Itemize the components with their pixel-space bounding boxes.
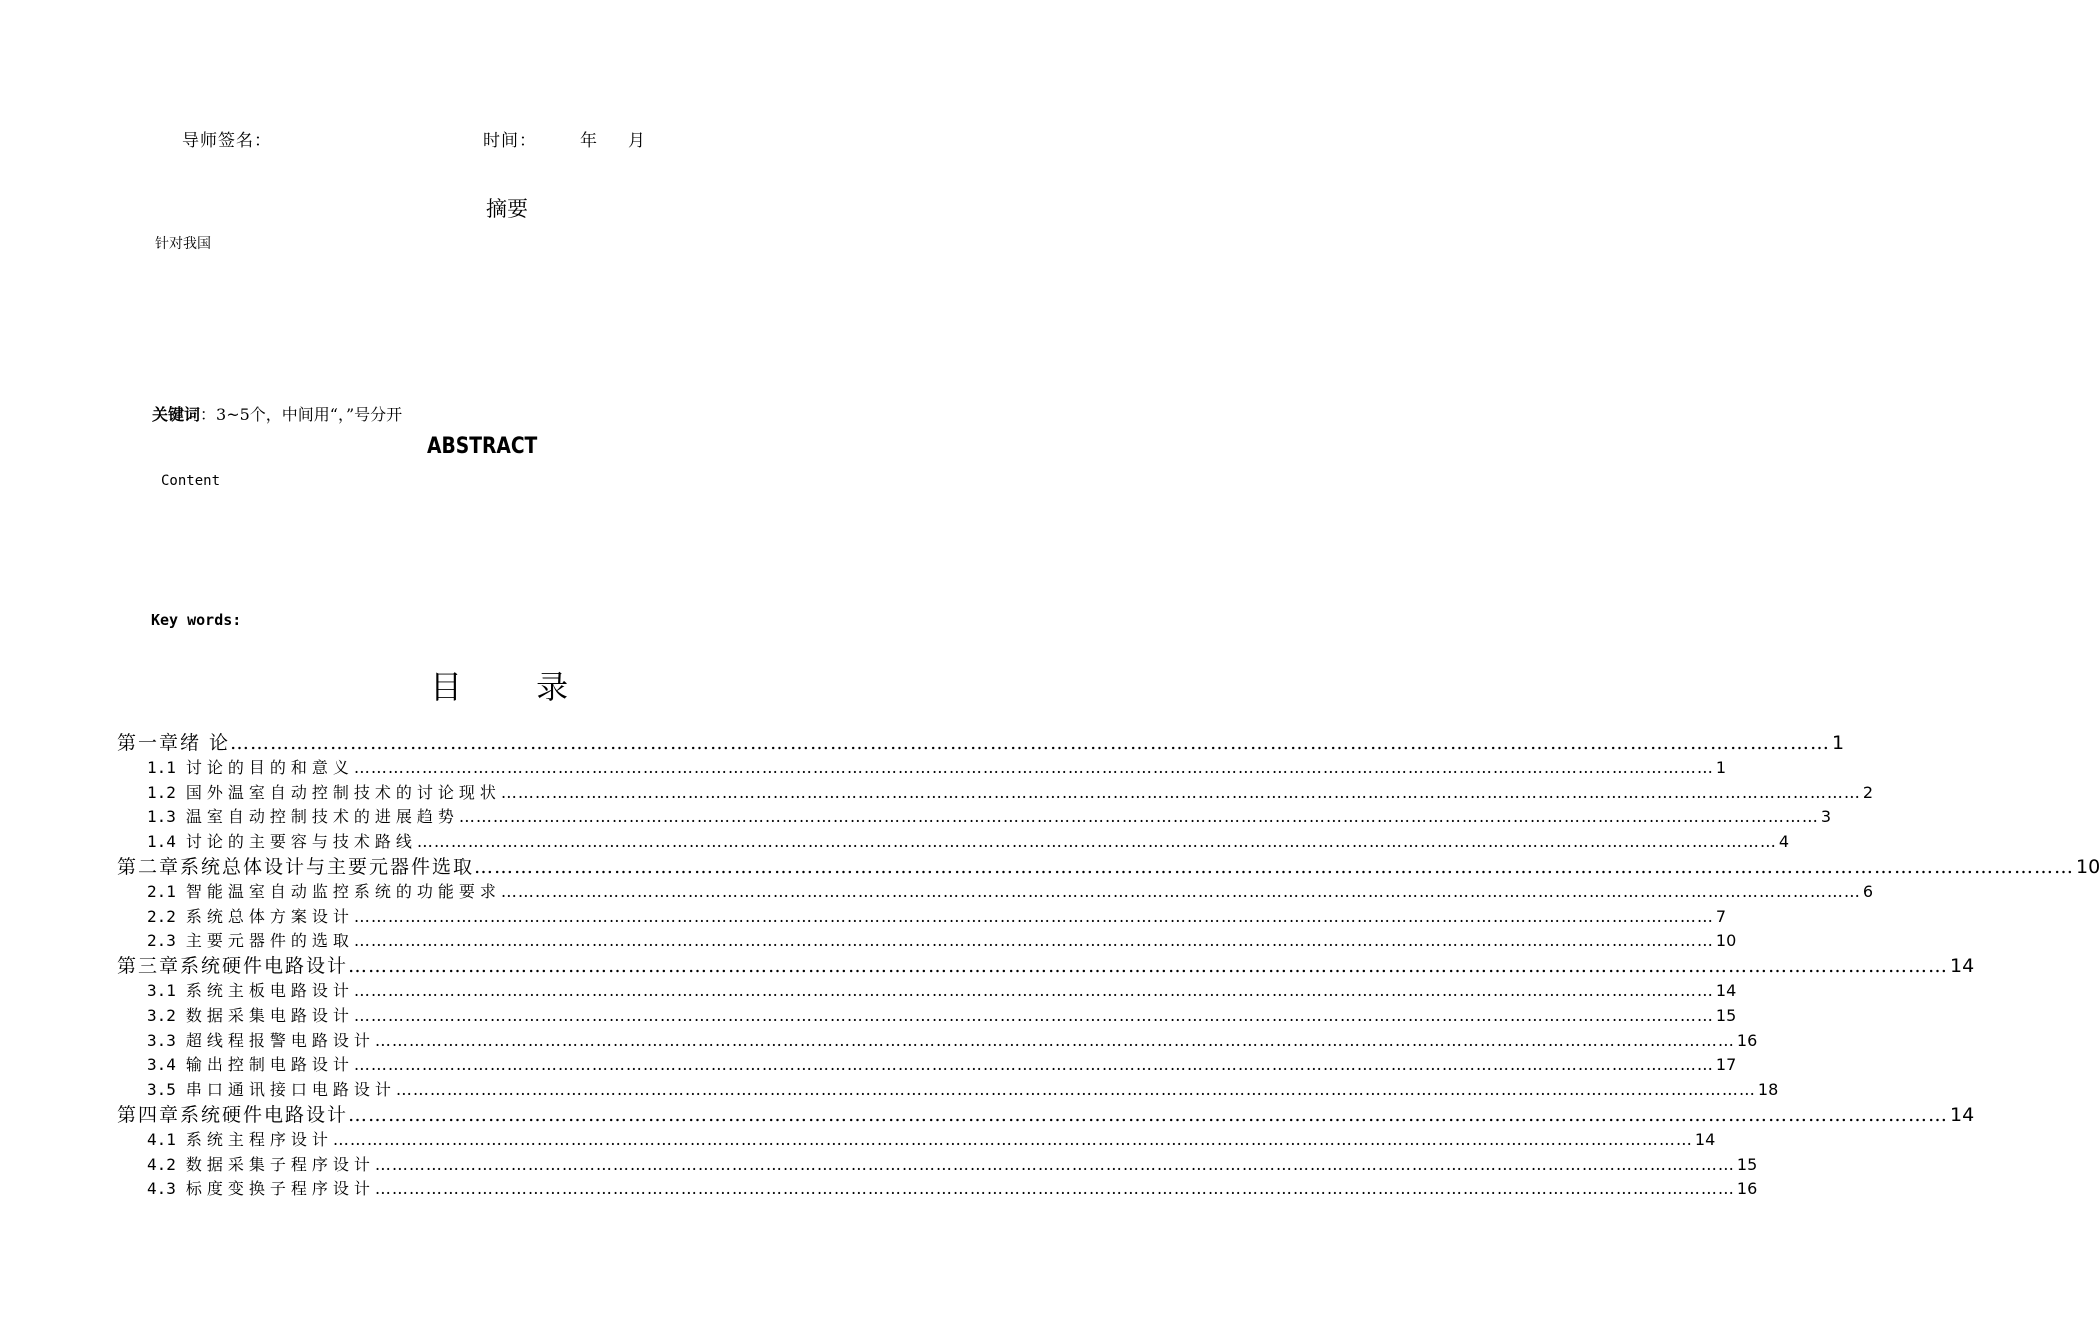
toc-leader-dots: …………………………………………………………………………………………………………………………………………………………………………………………………………………… [348,1103,1949,1126]
toc-page-number: 18 [1757,1080,1779,1100]
toc-entry-text: 系统主板电路设计 [185,980,354,1000]
toc-entry-text: 温室自动控制技术的进展趋势 [185,807,459,827]
toc-leader-dots: …………………………………………………………………………………………………………………………………………………………………………………………………………………… [332,1129,1693,1149]
abstract-cn-title: 摘要 [486,197,528,221]
toc-entry-number: 3.3 [147,1030,176,1050]
toc-page-number: 14 [1715,980,1737,1000]
toc-entry-number: 1.4 [147,832,176,852]
toc-entry-text: 数据采集电路设计 [185,1005,354,1025]
toc-leader-dots: …………………………………………………………………………………………………………………………………………………………………………………………………………………… [353,906,1714,926]
toc-section-entry[interactable] [117,1053,1737,1078]
toc-leader-dots: …………………………………………………………………………………………………………………………………………………………………………………………………………………… [374,1179,1735,1199]
toc-entry-text: 主要元器件的选取 [185,931,354,951]
toc-leader-dots: …………………………………………………………………………………………………………………………………………………………………………………………………………………… [353,1005,1714,1025]
toc-leader-dots: …………………………………………………………………………………………………………………………………………………………………………………………………………………… [500,782,1861,802]
toc-entry-text: 标度变换子程序设计 [185,1179,375,1199]
toc-page-number: 15 [1736,1154,1758,1174]
toc-page-number: 16 [1736,1179,1758,1199]
toc-section-entry[interactable] [117,1128,1716,1153]
toc-leader-dots: …………………………………………………………………………………………………………………………………………………………………………………………………………………… [353,757,1714,777]
keywords-cn [152,402,402,425]
toc-section-entry[interactable] [117,880,1874,905]
toc-entry-number: 3.4 [147,1055,176,1075]
toc-section-entry[interactable] [117,805,1832,830]
toc-entry-text: 数据采集子程序设计 [185,1154,375,1174]
toc-section-entry[interactable] [117,1029,1758,1054]
toc-page-number: 3 [1820,807,1832,827]
toc-section-entry[interactable] [117,830,1790,855]
toc-page-number: 6 [1862,881,1874,901]
toc-leader-dots: …………………………………………………………………………………………………………………………………………………………………………………………………………………… [230,732,1831,754]
toc-entry-text: 超线程报警电路设计 [185,1030,375,1050]
toc-entry-text: 串口通讯接口电路设计 [185,1080,396,1100]
toc-entry-number: 2.2 [147,906,176,926]
toc-section-entry[interactable] [117,1177,1758,1202]
toc-section-entry[interactable] [117,781,1874,806]
month-label: 月 [628,131,645,151]
abstract-en-title: ABSTRACT [427,434,538,459]
toc-page-number: 14 [1694,1129,1716,1149]
toc-leader-dots: …………………………………………………………………………………………………………………………………………………………………………………………………………………… [474,855,2075,878]
keywords-cn-text: ：3~5个，中间用“，”号分开 [200,405,403,424]
toc-entry-number: 3.2 [147,1005,176,1025]
time-label: 时间： [483,131,537,151]
toc-page-number: 1 [1832,732,1845,754]
toc-leader-dots: …………………………………………………………………………………………………………………………………………………………………………………………………………………… [416,832,1777,852]
toc-page-number: 1 [1715,757,1727,777]
toc-page-number: 14 [1950,955,1975,978]
toc-page-number: 17 [1715,1055,1737,1075]
toc-title: 目 录 [430,668,601,706]
toc-leader-dots: …………………………………………………………………………………………………………………………………………………………………………………………………………………… [395,1080,1756,1100]
toc-entry-text: 智能温室自动监控系统的功能要求 [185,881,501,901]
toc-entry-number: 3.1 [147,980,176,1000]
toc-entry-number: 4.2 [147,1154,176,1174]
toc-section-entry[interactable] [117,979,1737,1004]
toc-leader-dots: …………………………………………………………………………………………………………………………………………………………………………………………………………………… [500,881,1861,901]
toc-section-entry[interactable] [117,1078,1779,1103]
toc-section-entry[interactable] [117,1153,1758,1178]
toc-page-number: 2 [1862,782,1874,802]
toc-page-number: 16 [1736,1030,1758,1050]
toc-leader-dots: …………………………………………………………………………………………………………………………………………………………………………………………………………………… [458,807,1819,827]
toc-entry-number: 4.1 [147,1129,176,1149]
toc-entry-text: 国外温室自动控制技术的讨论现状 [185,782,501,802]
toc-chapter-entry[interactable] [117,1103,1975,1128]
toc-leader-dots: …………………………………………………………………………………………………………………………………………………………………………………………………………………… [353,931,1714,951]
toc-entry-number: 1.2 [147,782,176,802]
toc-page-number: 15 [1715,1005,1737,1025]
toc-leader-dots: …………………………………………………………………………………………………………………………………………………………………………………………………………………… [374,1030,1735,1050]
toc-entry-text: 第二章系统总体设计与主要元器件选取 [117,855,475,878]
toc-entry-text: 讨论的主要容与技术路线 [185,832,417,852]
keywords-en-label: Key words: [151,611,242,629]
toc-section-entry[interactable] [117,1004,1737,1029]
toc-entry-number: 3.5 [147,1080,176,1100]
toc-page-number: 4 [1778,832,1790,852]
toc-section-entry[interactable] [117,929,1737,954]
toc-entry-number: 2.1 [147,881,176,901]
toc-entry-text: 系统主程序设计 [185,1129,333,1149]
toc-leader-dots: …………………………………………………………………………………………………………………………………………………………………………………………………………………… [353,1055,1714,1075]
keywords-cn-label: 关键词 [152,405,201,424]
toc-page-number: 14 [1950,1103,1975,1126]
toc-entry-text: 第三章系统硬件电路设计 [117,955,349,978]
toc-chapter-entry[interactable] [117,731,1845,756]
toc-page-number: 10 [1715,931,1737,951]
toc-entry-number: 4.3 [147,1179,176,1199]
abstract-cn-body: 针对我国 [155,236,211,252]
toc-section-entry[interactable] [117,905,1727,930]
toc-entry-text: 讨论的目的和意义 [185,757,354,777]
toc-leader-dots: …………………………………………………………………………………………………………………………………………………………………………………………………………………… [374,1154,1735,1174]
toc-entry-number: 1.3 [147,807,176,827]
toc-chapter-entry[interactable] [117,954,1975,979]
toc-entry-text: 第四章系统硬件电路设计 [117,1103,349,1126]
toc-entry-number: 1.1 [147,757,176,777]
toc-entry-number: 2.3 [147,931,176,951]
advisor-signature-label: 导师签名： [182,131,272,151]
toc-entry-text: 输出控制电路设计 [185,1055,354,1075]
toc-entry-text: 系统总体方案设计 [185,906,354,926]
year-label: 年 [580,131,597,151]
toc-chapter-entry[interactable] [117,855,2100,880]
toc-entry-text: 第一章绪 论 [117,732,231,754]
toc-page-number: 7 [1715,906,1727,926]
table-of-contents [117,731,2100,1202]
toc-leader-dots: …………………………………………………………………………………………………………………………………………………………………………………………………………………… [353,980,1714,1000]
toc-section-entry[interactable] [117,756,1727,781]
toc-leader-dots: …………………………………………………………………………………………………………………………………………………………………………………………………………………… [348,955,1949,978]
toc-page-number: 10 [2076,855,2100,878]
abstract-en-body: Content [161,473,221,489]
